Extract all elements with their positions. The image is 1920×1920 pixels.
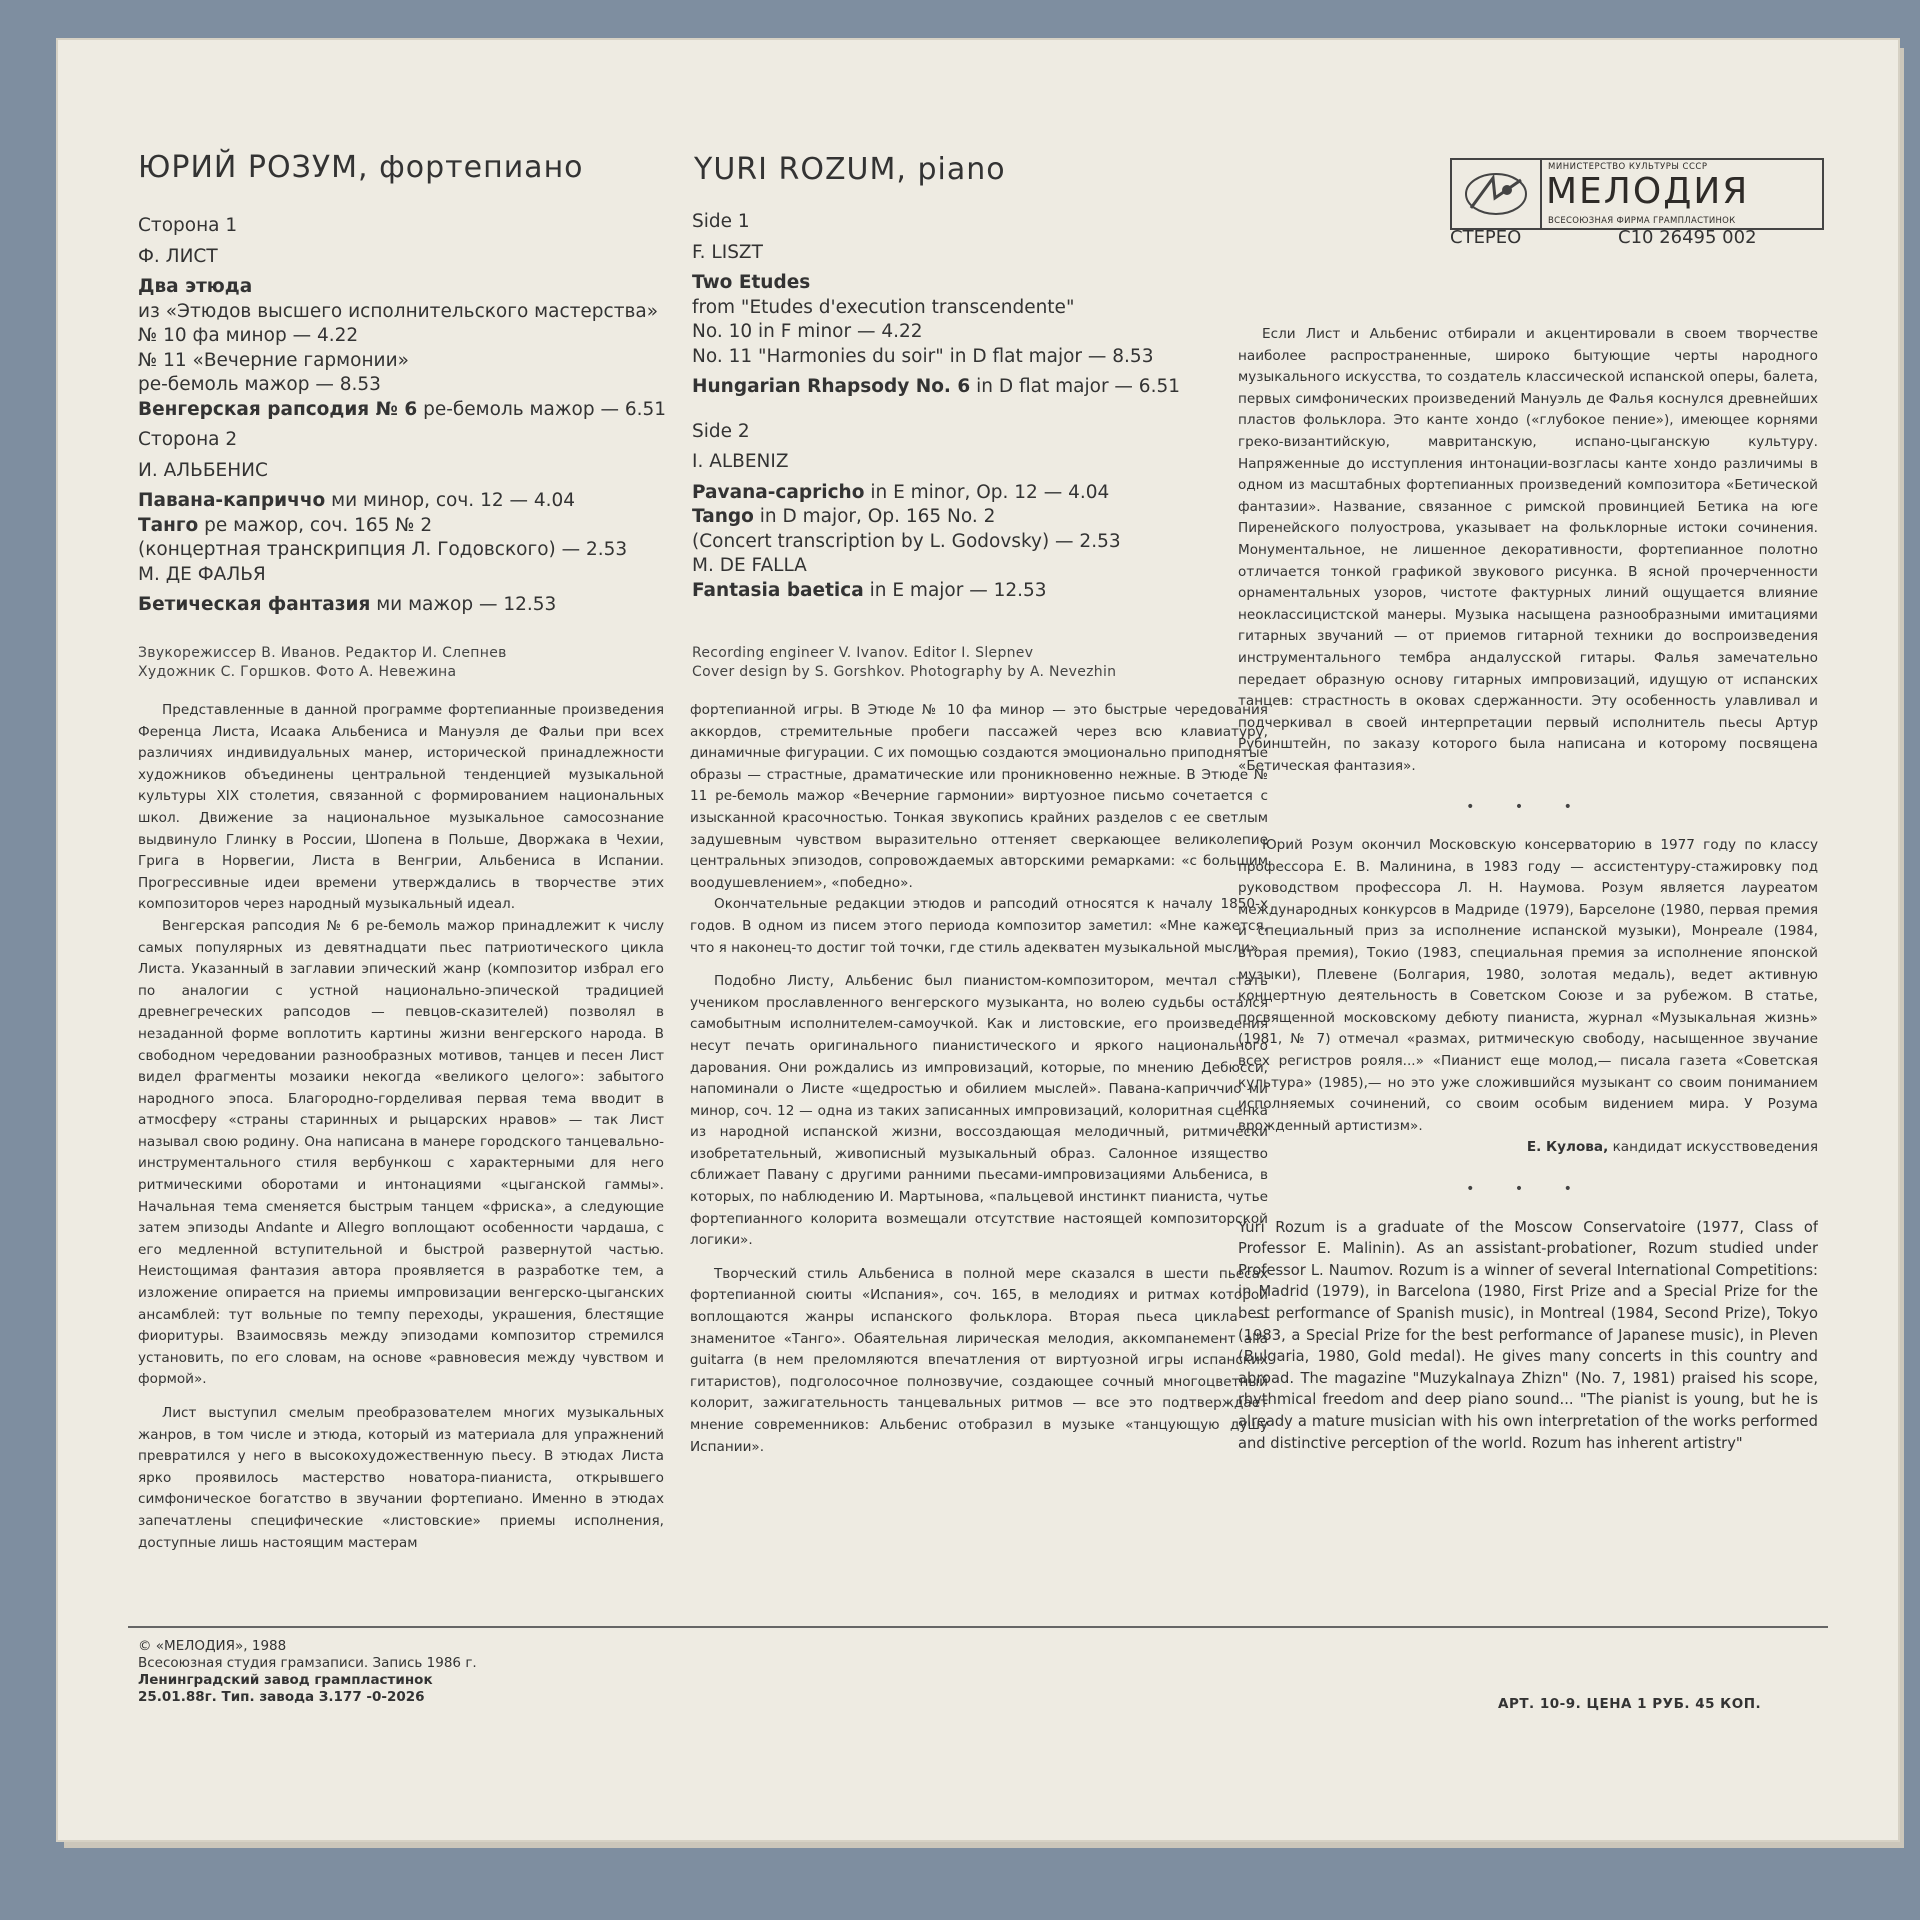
en-tracklist	[692, 210, 1272, 603]
en-rhapsody-title: Hungarian Rhapsody No. 6	[692, 376, 971, 397]
footer-price: АРТ. 10-9. ЦЕНА 1 РУБ. 45 КОП.	[1498, 1696, 1762, 1712]
ru-tango-title: Танго	[138, 514, 199, 536]
notes-column-2	[690, 700, 1268, 1630]
en-pavana-title: Pavana-capricho	[692, 481, 865, 503]
ru-tango-note: (концертная транскрипция Л. Годовского) — 2.53	[138, 539, 628, 560]
separator-dots-1: • • •	[1466, 799, 1590, 816]
ru-side2-label: Сторона 2	[138, 429, 238, 450]
footer-print-code: 25.01.88г. Тип. завода З.177 -0-2026	[138, 1689, 425, 1705]
notes-col1-p1: Представленные в данной программе фортепианные произведения Ференца Листа, Исаака Альбениса и Мануэля де Фальи при всех различиях индивидуальных манер, исторической принадлежности художников объединены центральной тенденцией музыкальной культуры XIX столетия, связанной с формированием национальных школ. Движение за национальное музыкальное самосознание выдвинуло Глинку в России, Шопена в Польше, Дворжака в Чехии, Грига в Норвегии, Листа в Венгрии, Альбениса в Испании. Прогрессивные идеи времени утверждались в творчестве этих композиторов через народный музыкальный идеал.	[138, 702, 664, 913]
ru-credits-line1: Звукорежиссер В. Иванов. Редактор И. Слепнев	[138, 645, 507, 661]
ru-etude-11a: № 11 «Вечерние гармонии»	[138, 349, 409, 371]
notes-col2-p3: Подобно Листу, Альбенис был пианистом-композитором, мечтал стать учеником прославленного венгерского музыканта, но волею судьбы остался самобытным исполнителем-самоучкой. Как и листовские, его произведения несут печать оригинального пианистического и яркого национального дарования. Они рождались из импровизаций, которые, по мнению Дебюсси, напоминали о Листе «щедростью и обилием мыслей». Павана-каприччио ми минор, соч. 12 — одна из таких записанных импровизаций, колоритная сценка из народной испанской жизни, воссоздающая мелодичный, ритмически изобретательный, живописный музыкальный образ. Салонное изящество сближает Павану с другими ранними пьесами-импровизациями Альбениса, в которых, по наблюдению И. Мартынова, «пальцевой инстинкт пианиста, чутье фортепианного колорита возмещали отсутствие настоящей композиторской логики».	[690, 973, 1268, 1249]
en-fantasia-title: Fantasia baetica	[692, 579, 864, 601]
footer-plant: Ленинградский завод грампластинок	[138, 1672, 433, 1688]
melodiya-emblem-icon	[1452, 160, 1542, 228]
ru-title-name: ЮРИЙ РОЗУМ,	[138, 150, 369, 185]
notes-en-bio: Yuri Rozum is a graduate of the Moscow Conservatoire (1977, Class of Professor E. Malinin). As an assistant-probationer, Rozum studied under Professor L. Naumov. Rozum is a winner of several International Competitions: in Madrid (1979), in Barcelona (1980, First Prize and a Special Prize for the best performance of Spanish music), in Montreal (1984, Second Prize), Tokyo (1983, a Special Prize for the best performance of Japanese music), in Pleven (Bulgaria, 1980, Gold medal). He gives many concerts in this country and abroad. The magazine "Muzykalnaya Zhizn" (No. 7, 1981) praised his scope, rhythmical freedom and deep piano sound... "The pianist is young, but he is already a mature musician with his own interpretation of the works performed and distinctive perception of the world. Rozum has inherent artistry"	[1238, 1218, 1818, 1452]
ru-work-etudes: Два этюда	[138, 276, 253, 297]
ru-pavana-title: Павана-каприччо	[138, 490, 326, 511]
footer-studio: Всесоюзная студия грамзаписи. Запись 1986 г.	[138, 1655, 477, 1671]
en-credits-line2: Cover design by S. Gorshkov. Photography by A. Nevezhin	[692, 664, 1117, 680]
en-credits-line1: Recording engineer V. Ivanov. Editor I. Slepnev	[692, 645, 1034, 661]
en-fantasia-rest: in E major — 12.53	[863, 579, 1047, 601]
ru-title	[138, 150, 584, 185]
logo-brand: МЕЛОДИЯ	[1546, 171, 1750, 212]
en-credits	[692, 644, 1116, 682]
en-work-etudes-from: from "Etudes d'execution transcendente"	[692, 296, 1075, 318]
stereo-label: СТЕРЕО	[1450, 227, 1522, 248]
ru-side1-label: Сторона 1	[138, 215, 238, 236]
ru-etude-11b: ре-бемоль мажор — 8.53	[138, 374, 381, 395]
en-side1-label: Side 1	[692, 211, 750, 232]
ru-tracklist	[138, 214, 666, 618]
notes-col1-p3: Лист выступил смелым преобразователем многих музыкальных жанров, в том числе и этюда, который из материала для упражнений превратился у него в высокохудожественную пьесу. В этюдах Листа ярко проявилось мастерство новатора-пианиста, открывшего симфоническое богатство в звучании фортепиано. Именно в этюдах запечатлены специфические «листовские» приемы исполнения, доступные лишь настоящим мастерам	[138, 1405, 664, 1551]
en-etude-11: No. 11 "Harmonies du soir" in D flat major — 8.53	[692, 345, 1154, 367]
en-composer-albeniz: I. ALBENIZ	[692, 451, 789, 472]
ru-fantasia-rest: ми мажор — 12.53	[370, 594, 557, 615]
notes-column-1	[138, 700, 664, 1630]
en-work-etudes: Two Etudes	[692, 272, 811, 293]
ru-composer-liszt: Ф. ЛИСТ	[138, 245, 218, 267]
notes-col1-p2: Венгерская рапсодия № 6 ре-бемоль мажор принадлежит к числу самых популярных из девятнадцати пьес патриотического цикла Листа. Указанный в заглавии эпический жанр (композитор избрал его по аналогии с устной национально-эпической традицией древнегреческих рапсодов — певцов-сказителей) позволял в незаданной форме воплотить картины жизни венгерского народа. В свободном чередовании разнообразных мотивов, танцев и песен Лист видел фрагменты мозаики некогда «великого целого»: забытого народного эпоса. Благородно-горделивая первая тема вводит в атмосферу «страны старинных и рыцарских нравов» — так Лист называл свою родину. Она написана в манере городского танцевально-инструментального стиля вербункош с характерными для него ритмическими оборотами и интонациями «цыганской гаммы». Начальная тема сменяется быстрым танцем «фриска», а следующие затем эпизоды Andante и Allegro воплощают особенности чардаша, с его медленной вступительной и быстрой развернутой частью. Неистощимая фантазия автора проявляется в разработке тем, а изложение опирается на приемы импровизации венгерско-цыганских ансамблей: тут вольные по темпу переходы, украшения, блестящие фиоритуры. Взаимосвязь между эпизодами композитор стремился установить, по его словам, на основе «равновесия между чувством и формой».	[138, 917, 664, 1388]
notes-col2-p2: Окончательные редакции этюдов и рапсодий относятся к началу 1850-х годов. В одном из писем этого периода композитор заметил: «Мне кажется, что я наконец-то достиг той точки, где стиль адекватен музыкальной мысли».	[690, 896, 1268, 956]
ru-title-instrument: фортепиано	[379, 150, 584, 185]
en-etude-10: No. 10 in F minor — 4.22	[692, 321, 923, 342]
ru-tango-rest: ре мажор, соч. 165 № 2	[198, 514, 433, 536]
ru-rhapsody-title: Венгерская рапсодия № 6	[138, 398, 418, 420]
record-sleeve-back	[58, 40, 1898, 1840]
en-side2-label: Side 2	[692, 420, 750, 442]
en-tango-note: (Concert transcription by L. Godovsky) — 2.53	[692, 530, 1121, 552]
notes-col2-p1: фортепианной игры. В Этюде № 10 фа минор — это быстрые чередования аккордов, стремительные пробеги пассажей через всю клавиатуру, динамичные фигурации. С их помощью создаются эмоционально приподнятые образы — страстные, драматические или проникновенно нежные. В Этюде № 11 ре-бемоль мажор «Вечерние гармонии» виртуозное письмо сочетается с изысканной красочностью. Тонкая звукопись крайних разделов с ее светлым задушевным чувством выразительно оттеняет сверкающее великолепие центральных эпизодов, сопровождаемых авторскими ремарками: «с большим воодушевлением», «победно».	[690, 702, 1268, 891]
ru-fantasia-title: Бетическая фантазия	[138, 594, 371, 615]
en-composer-falla: M. DE FALLA	[692, 555, 807, 576]
footer-copyright: © «МЕЛОДИЯ», 1988	[138, 1638, 287, 1654]
ru-credits-line2: Художник С. Горшков. Фото А. Невежина	[138, 664, 457, 680]
en-title-name: YURI ROZUM,	[694, 152, 907, 187]
en-tango-title: Tango	[692, 506, 754, 527]
en-title-instrument: piano	[917, 152, 1006, 187]
en-pavana-rest: in E minor, Op. 12 — 4.04	[864, 481, 1110, 503]
en-title	[694, 152, 1006, 187]
ru-rhapsody-rest: ре-бемоль мажор — 6.51	[417, 398, 667, 420]
separator-dots-2: • • •	[1466, 1180, 1590, 1197]
ru-pavana-rest: ми минор, соч. 12 — 4.04	[325, 490, 576, 511]
logo-ministry: МИНИСТЕРСТВО КУЛЬТУРЫ СССР	[1548, 162, 1708, 172]
notes-column-3	[1238, 324, 1818, 1634]
notes-col2-p4: Творческий стиль Альбениса в полной мере сказался в шести пьесах фортепианной сюиты «Испания», соч. 165, в мелодиях и ритмах которой воплощаются жанры испанского фольклора. Вторая пьеса цикла — знаменитое «Танго». Обаятельная лирическая мелодия, аккомпанемент alla guitarra (в нем преломляются впечатления от виртуозной игры испанских гитаристов), подголосочное полнозвучие, создающее сочный многоцветный колорит, зажигательность танцевальных ритмов — все это подтверждает мнение современников: Альбенис отобразил в музыке «танцующую душу Испании».	[690, 1265, 1268, 1455]
en-composer-liszt: F. LISZT	[692, 241, 763, 263]
footer-rule	[128, 1626, 1828, 1628]
ru-composer-falla: М. ДЕ ФАЛЬЯ	[138, 563, 266, 585]
signature-title: кандидат искусствоведения	[1608, 1139, 1818, 1156]
ru-work-etudes-from: из «Этюдов высшего исполнительского мастерства»	[138, 300, 659, 322]
melodiya-logo	[1450, 158, 1824, 230]
notes-signature	[1238, 1137, 1818, 1159]
notes-col3-p1: Если Лист и Альбенис отбирали и акцентировали в своем творчестве наиболее распространенные, широко бытующие черты народного музыкального искусства, то создатель классической испанской оперы, балета, первых симфонических произведений Мануэль де Фалья коснулся древнейших пластов фольклора. Это канте хондо («глубокое пение»), имеющее корнями греко-византийскую, мавританскую, испано-цыганскую культуру. Напряженные до исступления интонации-возгласы канте хондо различимы в одном из масштабных фортепианных произведений композитора «Бетической фантазии». Название, связанное с римской провинцией Бетика на юге Пиренейского полуострова, указывает на фольклорные истоки сочинения. Монументальное, не лишенное декоративности, фортепианное полотно отличается тонкой графикой звукового рисунка. В ясной прочерченности орнаментальных узоров, чистоте фактурных линий ощущается влияние неоклассицистской манеры. Музыка насыщена разнообразными имитациями гитарных звучаний — от приемов гитарной техники до воспроизведения инструментального тембра андалусской гитары. Фалья замечательно передает образную основу гитарных импровизаций, идущую от испанских танцев: страстность в оковах сдержанности. Эту особенность улавливал и подчеркивал в своей интерпретации первый исполнитель пьесы Артур Рубинштейн, по заказу которого была написана и которому посвящена «Бетическая фантазия».	[1238, 326, 1818, 774]
catalog-number: С10 26495 002	[1618, 227, 1757, 248]
logo-firm: ВСЕСОЮЗНАЯ ФИРМА ГРАМПЛАСТИНОК	[1548, 216, 1736, 226]
ru-etude-10: № 10 фа минор — 4.22	[138, 325, 359, 346]
notes-col3-p2: Юрий Розум окончил Московскую консерваторию в 1977 году по классу профессора Е. В. Малинина, в 1983 году — ассистентуру-стажировку под руководством профессора Л. Н. Наумова. Розум является лауреатом международных конкурсов в Мадриде (1979), Барселоне (1980, первая премия и специальный приз за исполнение испанской музыки), Монреале (1984, вторая премия), Токио (1983, специальная премия за исполнение японской музыки), Плевене (Болгария, 1980, золотая медаль), ведет активную концертную деятельность в Советском Союзе и за рубежом. В статье, посвященной московскому дебюту пианиста, журнал «Музыкальная жизнь» (1981, № 7) отмечал «размах, ритмическую свободу, насыщенное звучание всех регистров рояля...» «Пианист еще молод,— писала газета «Советская культура» (1985),— но это уже сложившийся музыкант со своим пониманием исполняемых сочинений, со своим особым видением мира. У Розума врожденный артистизм».	[1238, 837, 1818, 1134]
ru-composer-albeniz: И. АЛЬБЕНИС	[138, 459, 268, 481]
en-rhapsody-rest: in D flat major — 6.51	[970, 376, 1181, 397]
footer-imprint	[138, 1638, 477, 1706]
signature-name: Е. Кулова,	[1526, 1139, 1609, 1156]
ru-credits	[138, 644, 507, 682]
en-tango-rest: in D major, Op. 165 No. 2	[753, 506, 996, 527]
